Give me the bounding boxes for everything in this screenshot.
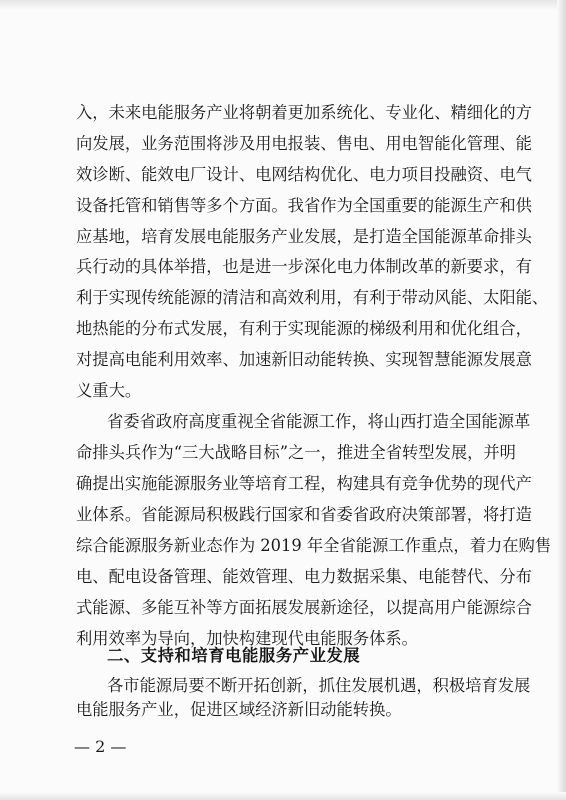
paragraph-2-line-2: 命排头兵作为“三大战略目标”之一，推进全省转型发展，并明 (76, 443, 516, 462)
paragraph-3-line-2: 电能服务产业，促进区域经济新旧动能转换。 (76, 700, 402, 719)
scan-edge-right (557, 0, 566, 800)
paragraph-1-line-8: 地热能的分布式发展，有利于实现能源的梯级利用和优化组合， (76, 319, 532, 338)
paragraph-2-line-4: 业体系。省能源局积极践行国家和省委省政府决策部署，将打造 (76, 505, 532, 524)
paragraph-2-line-8: 利用效率为导向，加快构建现代电能服务体系。 (76, 629, 418, 648)
paragraph-2-line-1: 省委省政府高度重视全省能源工作，将山西打造全国能源革 (107, 412, 531, 431)
paragraph-2-line-3: 确提出实施能源服务业等培育工程，构建具有竞争优势的现代产 (76, 474, 532, 493)
paragraph-2-line-7: 式能源、多能互补等方面拓展发展新途径，以提高用户能源综合 (76, 598, 532, 617)
paragraph-1-line-4: 设备托管和销售等多个方面。我省作为全国重要的能源生产和供 (76, 196, 532, 215)
paragraph-1-line-7: 利于实现传统能源的清洁和高效利用，有利于带动风能、太阳能、 (76, 288, 549, 307)
section-heading: 二、支持和培育电能服务产业发展 (107, 646, 361, 665)
page-number: — 2 — (74, 737, 127, 756)
paragraph-3-line-1: 各市能源局要不断开拓创新，抓住发展机遇，积极培育发展 (107, 676, 531, 695)
paragraph-1-line-9: 对提高电能利用效率、加速新旧动能转换、实现智慧能源发展意 (76, 350, 532, 369)
paragraph-2-line-6: 电、配电设备管理、能效管理、电力数据采集、电能替代、分布 (76, 567, 532, 586)
paragraph-1-line-6: 兵行动的具体举措，也是进一步深化电力体制改革的新要求，有 (76, 257, 532, 276)
paragraph-1-line-2: 向发展，业务范围将涉及用电报装、售电、用电智能化管理、能 (76, 134, 532, 153)
paragraph-2-line-5: 综合能源服务新业态作为 2019 年全省能源工作重点，着力在购售 (76, 536, 552, 555)
scan-edge-top (0, 0, 566, 10)
scan-edge-bottom (0, 792, 566, 800)
paragraph-1-line-10: 义重大。 (76, 381, 142, 400)
paragraph-1-line-1: 入，未来电能服务产业将朝着更加系统化、专业化、精细化的方 (76, 103, 532, 122)
paragraph-1-line-5: 应基地，培育发展电能服务产业发展，是打造全国能源革命排头 (76, 227, 532, 246)
paragraph-1-line-3: 效诊断、能效电厂设计、电网结构优化、电力项目投融资、电气 (76, 165, 532, 184)
